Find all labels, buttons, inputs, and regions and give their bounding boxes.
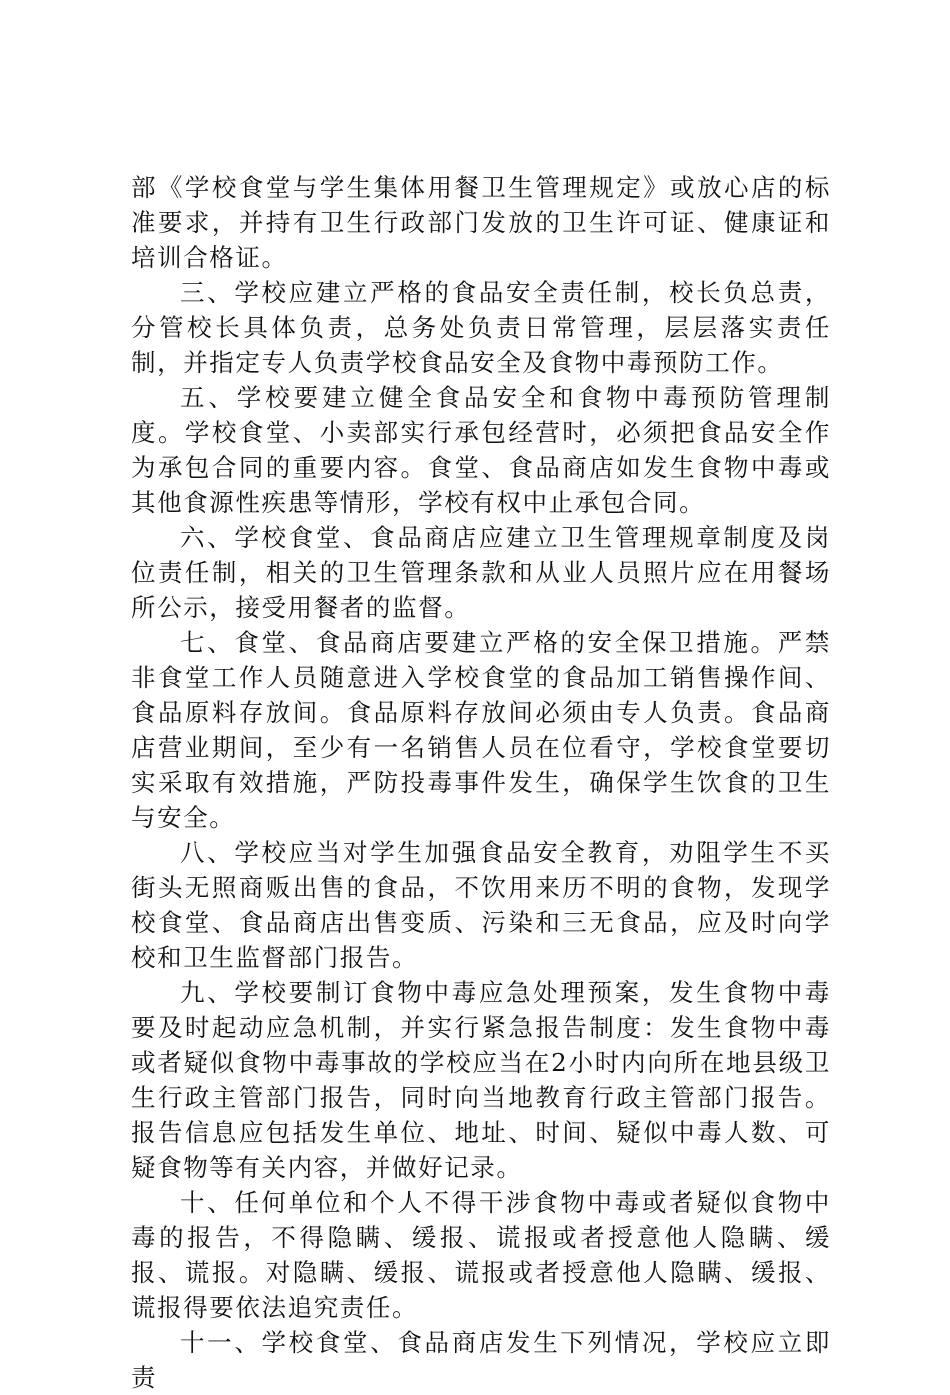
- paragraph-item-9: 九、学校要制订食物中毒应急处理预案，发生食物中毒要及时起动应急机制，并实行紧急报告制度：发生食物中毒或者疑似食物中毒事故的学校应当在2小时内向所在地县级卫生行政主管部门报告，同时向当地教育行政主管部门报告。报告信息应包括发生单位、地址、时间、疑似中毒人数、可疑食物等有关内容，并做好记录。: [131, 978, 831, 1182]
- paragraph-continuation: 部《学校食堂与学生集体用餐卫生管理规定》或放心店的标准要求，并持有卫生行政部门发放的卫生许可证、健康证和培训合格证。: [131, 173, 831, 272]
- document-body: [131, 170, 831, 1395]
- paragraph-item-10: 十、任何单位和个人不得干涉食物中毒或者疑似食物中毒的报告，不得隐瞒、缓报、谎报或者授意他人隐瞒、缓报、谎报。对隐瞒、缓报、谎报或者授意他人隐瞒、缓报、谎报得要依法追究责任。: [131, 1188, 831, 1322]
- paragraph-item-7: 七、食堂、食品商店要建立严格的安全保卫措施。严禁非食堂工作人员随意进入学校食堂的食品加工销售操作间、食品原料存放间。食品原料存放间必须由专人负责。食品商店营业期间，至少有一名销售人员在位看守，学校食堂要切实采取有效措施，严防投毒事件发生，确保学生饮食的卫生与安全。: [131, 628, 831, 832]
- paragraph-item-6: 六、学校食堂、食品商店应建立卫生管理规章制度及岗位责任制，相关的卫生管理条款和从业人员照片应在用餐场所公示，接受用餐者的监督。: [131, 523, 831, 622]
- paragraph-item-3: 三、学校应建立严格的食品安全责任制，校长负总责，分管校长具体负责，总务处负责日常管理，层层落实责任制，并指定专人负责学校食品安全及食物中毒预防工作。: [131, 278, 831, 377]
- paragraph-item-11: 十一、学校食堂、食品商店发生下列情况，学校应立即责: [131, 1328, 831, 1392]
- paragraph-item-5: 五、学校要建立健全食品安全和食物中毒预防管理制度。学校食堂、小卖部实行承包经营时，必须把食品安全作为承包合同的重要内容。食堂、食品商店如发生食物中毒或其他食源性疾患等情形，学校有权中止承包合同。: [131, 383, 831, 517]
- paragraph-item-8: 八、学校应当对学生加强食品安全教育，劝阻学生不买街头无照商贩出售的食品，不饮用来历不明的食物，发现学校食堂、食品商店出售变质、污染和三无食品，应及时向学校和卫生监督部门报告。: [131, 838, 831, 972]
